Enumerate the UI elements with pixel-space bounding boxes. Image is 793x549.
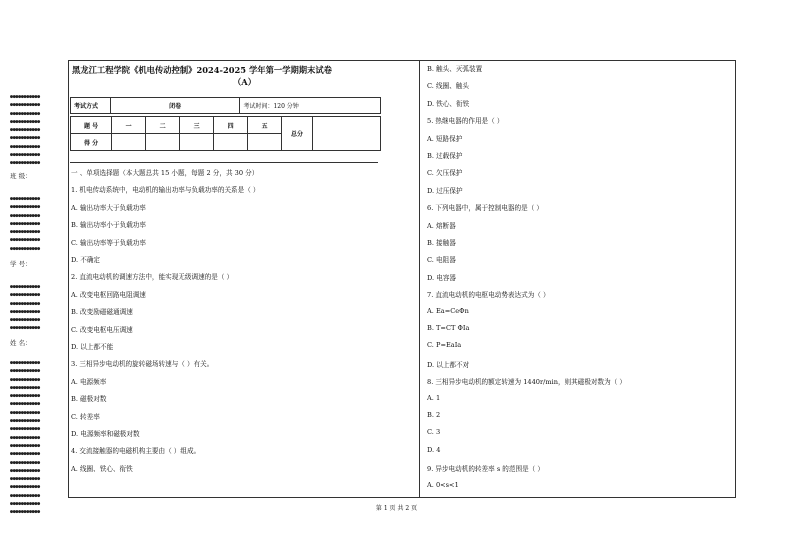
page-footer: 第 1 页 共 2 页	[375, 505, 418, 512]
left-question-line: C. 改变电枢电压调速	[71, 325, 133, 334]
right-question-line: 5. 热继电器的作用是（ ）	[427, 117, 504, 126]
right-question-line: 8. 三相异步电动机的额定转速为 1440r/min，则其磁极对数为（ ）	[427, 378, 626, 387]
right-question-line: D. 以上都不对	[427, 360, 470, 369]
score-cell-1[interactable]	[112, 134, 146, 151]
right-question-line: B. 接触器	[427, 239, 456, 247]
score-cell-5[interactable]	[248, 134, 282, 151]
right-question-line: D. 4	[427, 445, 441, 454]
right-question-line: A. 短路保护	[427, 134, 463, 143]
right-question-line: A. 熔断器	[427, 221, 456, 230]
right-question-line: B. T=CT ΦIa	[427, 324, 470, 332]
name-label: 姓 名：	[10, 339, 32, 347]
binding-margin	[8, 93, 60, 529]
left-question-line: B. 输出功率小于负载功率	[71, 221, 146, 230]
class-label: 班 级：	[10, 172, 32, 180]
exam-subtitle: （A）	[232, 77, 257, 87]
mode-value: 闭卷	[110, 98, 240, 114]
left-question-line: D. 以上都不能	[71, 343, 114, 351]
left-question-line: B. 磁极对数	[71, 395, 107, 404]
student-id-label: 学 号：	[10, 260, 32, 268]
left-question-line: A. 电源频率	[71, 377, 107, 386]
score-table	[70, 116, 381, 151]
column-divider	[419, 60, 420, 498]
right-question-line: A. 0<s<1	[427, 480, 459, 489]
section-separator	[70, 162, 378, 163]
right-question-line: 6. 下列电器中，属于控制电器的是（ ）	[427, 204, 543, 213]
left-question-line: A. 改变电枢回路电阻调速	[71, 290, 146, 299]
left-question-line: 1. 机电传动系统中，电动机的输出功率与负载功率的关系是（ ）	[71, 186, 260, 195]
col-4: 四	[214, 117, 248, 134]
left-question-line: D. 电源频率和磁极对数	[71, 430, 140, 438]
col-2: 二	[146, 117, 180, 134]
col-5: 五	[248, 117, 282, 134]
right-question-line: B. 触头、灭弧装置	[427, 65, 483, 73]
right-question-line: C. 欠压保护	[427, 169, 463, 178]
left-question-line: A. 输出功率大于负载功率	[71, 203, 146, 212]
total-label: 总分	[282, 117, 313, 151]
left-question-line: 2. 直流电动机的调速方法中，能实现无级调速的是（ ）	[71, 273, 234, 282]
left-question-line: 4. 交流接触器的电磁机构主要由（ ）组成。	[71, 447, 201, 456]
score-label: 得 分	[71, 134, 112, 151]
right-question-line: D. 过压保护	[427, 186, 463, 195]
binding-dots-4: ●●●●●●●●●●● ●●●●●●●●●●● ●●●●●●●●●●● ●●●●●●●●●●● ●●●●●●●●●●● ●●●●●●●●●●● ●●●●●●●●●●● ●●●●●●●●●●● ●●●●●●●●●●● ●●●●●●●●●●● ●●●●●●●●●●● ●●●●●●●●●●● ●●●●●●●●●●● ●●●●●●●●●●● ●●●●●●●●●●● ●●●●●●●●●●● ●●●●●●●●●●● ●●●●●●●●●●● ●●●●●●●●●●●	[10, 360, 40, 516]
right-question-line: C. 电阻器	[427, 256, 456, 265]
right-question-line: C. 线圈、触头	[427, 82, 469, 91]
right-question-line: C. P=EaIa	[427, 341, 462, 350]
exam-title: 黑龙江工程学院《机电传动控制》2024-2025 学年第一学期期末试卷	[72, 65, 332, 75]
right-question-line: C. 3	[427, 428, 441, 437]
right-question-line: A. 1	[427, 393, 441, 402]
right-question-line: B. 过载保护	[427, 152, 463, 160]
col-3: 三	[180, 117, 214, 134]
right-question-line: 9. 异步电动机的转差率 s 的范围是（ ）	[427, 465, 544, 474]
mode-label: 考试方式	[71, 98, 111, 114]
left-question-line: D. 不确定	[71, 256, 101, 264]
right-question-line: D. 电容器	[427, 273, 457, 282]
left-question-line: A. 线圈、铁心、衔铁	[71, 464, 133, 473]
right-question-line: D. 铁心、衔铁	[427, 99, 470, 108]
binding-dots-3: ●●●●●●●●●●● ●●●●●●●●●●● ●●●●●●●●●●● ●●●●●●●●●●● ●●●●●●●●●●● ●●●●●●●●●●●	[10, 284, 40, 332]
right-question-line: B. 2	[427, 411, 441, 419]
left-question-line: 3. 三相异步电动机的旋转磁场转速与（ ）有关。	[71, 360, 214, 369]
col-1: 一	[112, 117, 146, 134]
binding-dots-1: ●●●●●●●●●●● ●●●●●●●●●●● ●●●●●●●●●●● ●●●●●●●●●●● ●●●●●●●●●●● ●●●●●●●●●●● ●●●●●●●●●●● ●●●●●●●●●●● ●●●●●●●●●●●	[10, 94, 40, 167]
left-question-line: 一 、单项选择题（本大题总共 15 小题，每题 2 分，共 30 分）	[71, 169, 259, 177]
binding-dots-2: ●●●●●●●●●●● ●●●●●●●●●●● ●●●●●●●●●●● ●●●●●●●●●●● ●●●●●●●●●●● ●●●●●●●●●●● ●●●●●●●●●●●	[10, 196, 40, 252]
total-score-cell[interactable]	[313, 117, 381, 151]
left-question-line: C. 输出功率等于负载功率	[71, 238, 146, 247]
right-question-line: 7. 直流电动机的电枢电动势表达式为（ ）	[427, 291, 550, 300]
score-cell-3[interactable]	[180, 134, 214, 151]
left-question-line: C. 转差率	[71, 412, 100, 421]
left-question-line: B. 改变励磁磁通调速	[71, 308, 133, 317]
time-label: 考试时间：120 分钟	[240, 98, 381, 114]
right-question-line: A. Ea=CeΦn	[427, 306, 469, 315]
exam-info-table	[70, 97, 381, 114]
score-cell-2[interactable]	[146, 134, 180, 151]
question-no-label: 题 号	[71, 117, 112, 134]
score-cell-4[interactable]	[214, 134, 248, 151]
